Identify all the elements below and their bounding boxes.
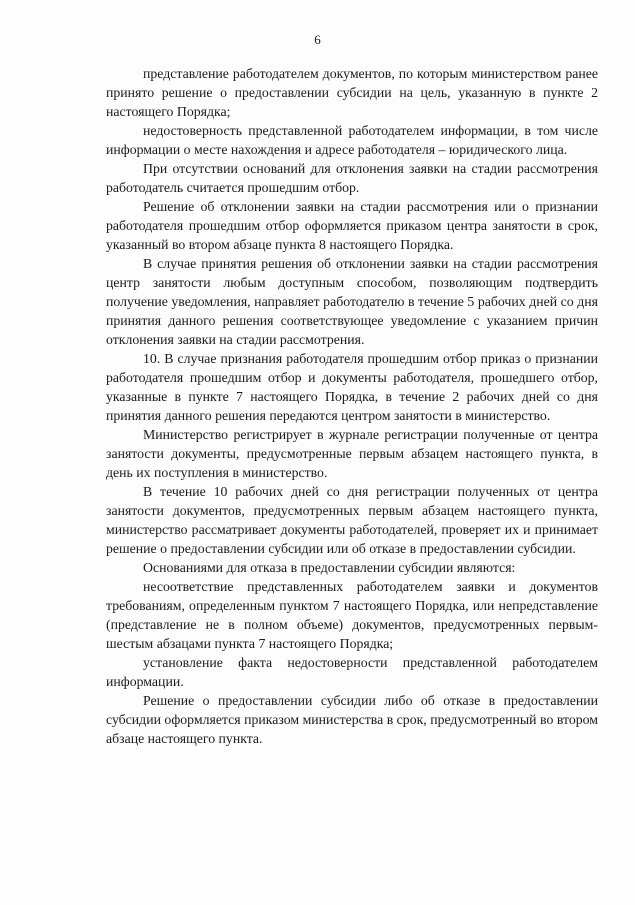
document-body (106, 64, 598, 748)
paragraph: При отсутствии оснований для отклонения заявки на стадии рассмотрения работодатель считается прошедшим отбор. (106, 161, 598, 195)
paragraph: представление работодателем документов, по которым министерством ранее принято решение о предоставлении субсидии на цель, указанную в пункте 2 настоящего Порядка; (106, 66, 598, 119)
paragraph: В случае принятия решения об отклонении заявки на стадии рассмотрения центр занятости любым доступным способом, позволяющим подтвердить получение уведомления, направляет работодателю в течение 5 рабочих дней со дня принятия данного решения соответствующее уведомление с указанием причин отклонения заявки на стадии рассмотрения. (106, 256, 598, 347)
paragraph: Министерство регистрирует в журнале регистрации полученные от центра занятости документы, предусмотренные первым абзацем настоящего пункта, в день их поступления в министерство. (106, 427, 598, 480)
page-number: 6 (314, 32, 321, 47)
paragraph: Решение о предоставлении субсидии либо об отказе в предоставлении субсидии оформляется приказом министерства в срок, предусмотренный во втором абзаце настоящего пункта. (106, 693, 598, 746)
paragraph: В течение 10 рабочих дней со дня регистрации полученных от центра занятости документов, предусмотренных первым абзацем настоящего пункта, министерство рассматривает документы работодателей, проверяет их и принимает решение о предоставлении субсидии или об отказе в предоставлении субсидии. (106, 484, 598, 556)
paragraph: Решение об отклонении заявки на стадии рассмотрения или о признании работодателя прошедшим отбор оформляется приказом центра занятости в срок, указанный во втором абзаце пункта 8 настоящего Порядка. (106, 199, 598, 252)
paragraph: несоответствие представленных работодателем заявки и документов требованиям, определенным пунктом 7 настоящего Порядка, или непредставление (представление не в полном объеме) документов, предусмотренных первым-шестым абзацами пункта 7 настоящего Порядка; (106, 579, 598, 651)
paragraph: установление факта недостоверности представленной работодателем информации. (106, 655, 598, 689)
paragraph: недостоверность представленной работодателем информации, в том числе информации о месте нахождения и адресе работодателя – юридического лица. (106, 123, 598, 157)
paragraph: 10. В случае признания работодателя прошедшим отбор приказ о признании работодателя прошедшим отбор и документы работодателя, прошедшего отбор, указанные в пункте 7 настоящего Порядка, в течение 2 рабочих дней со дня принятия данного решения передаются центром занятости в министерство. (106, 351, 598, 423)
paragraph: Основаниями для отказа в предоставлении субсидии являются: (143, 560, 516, 575)
